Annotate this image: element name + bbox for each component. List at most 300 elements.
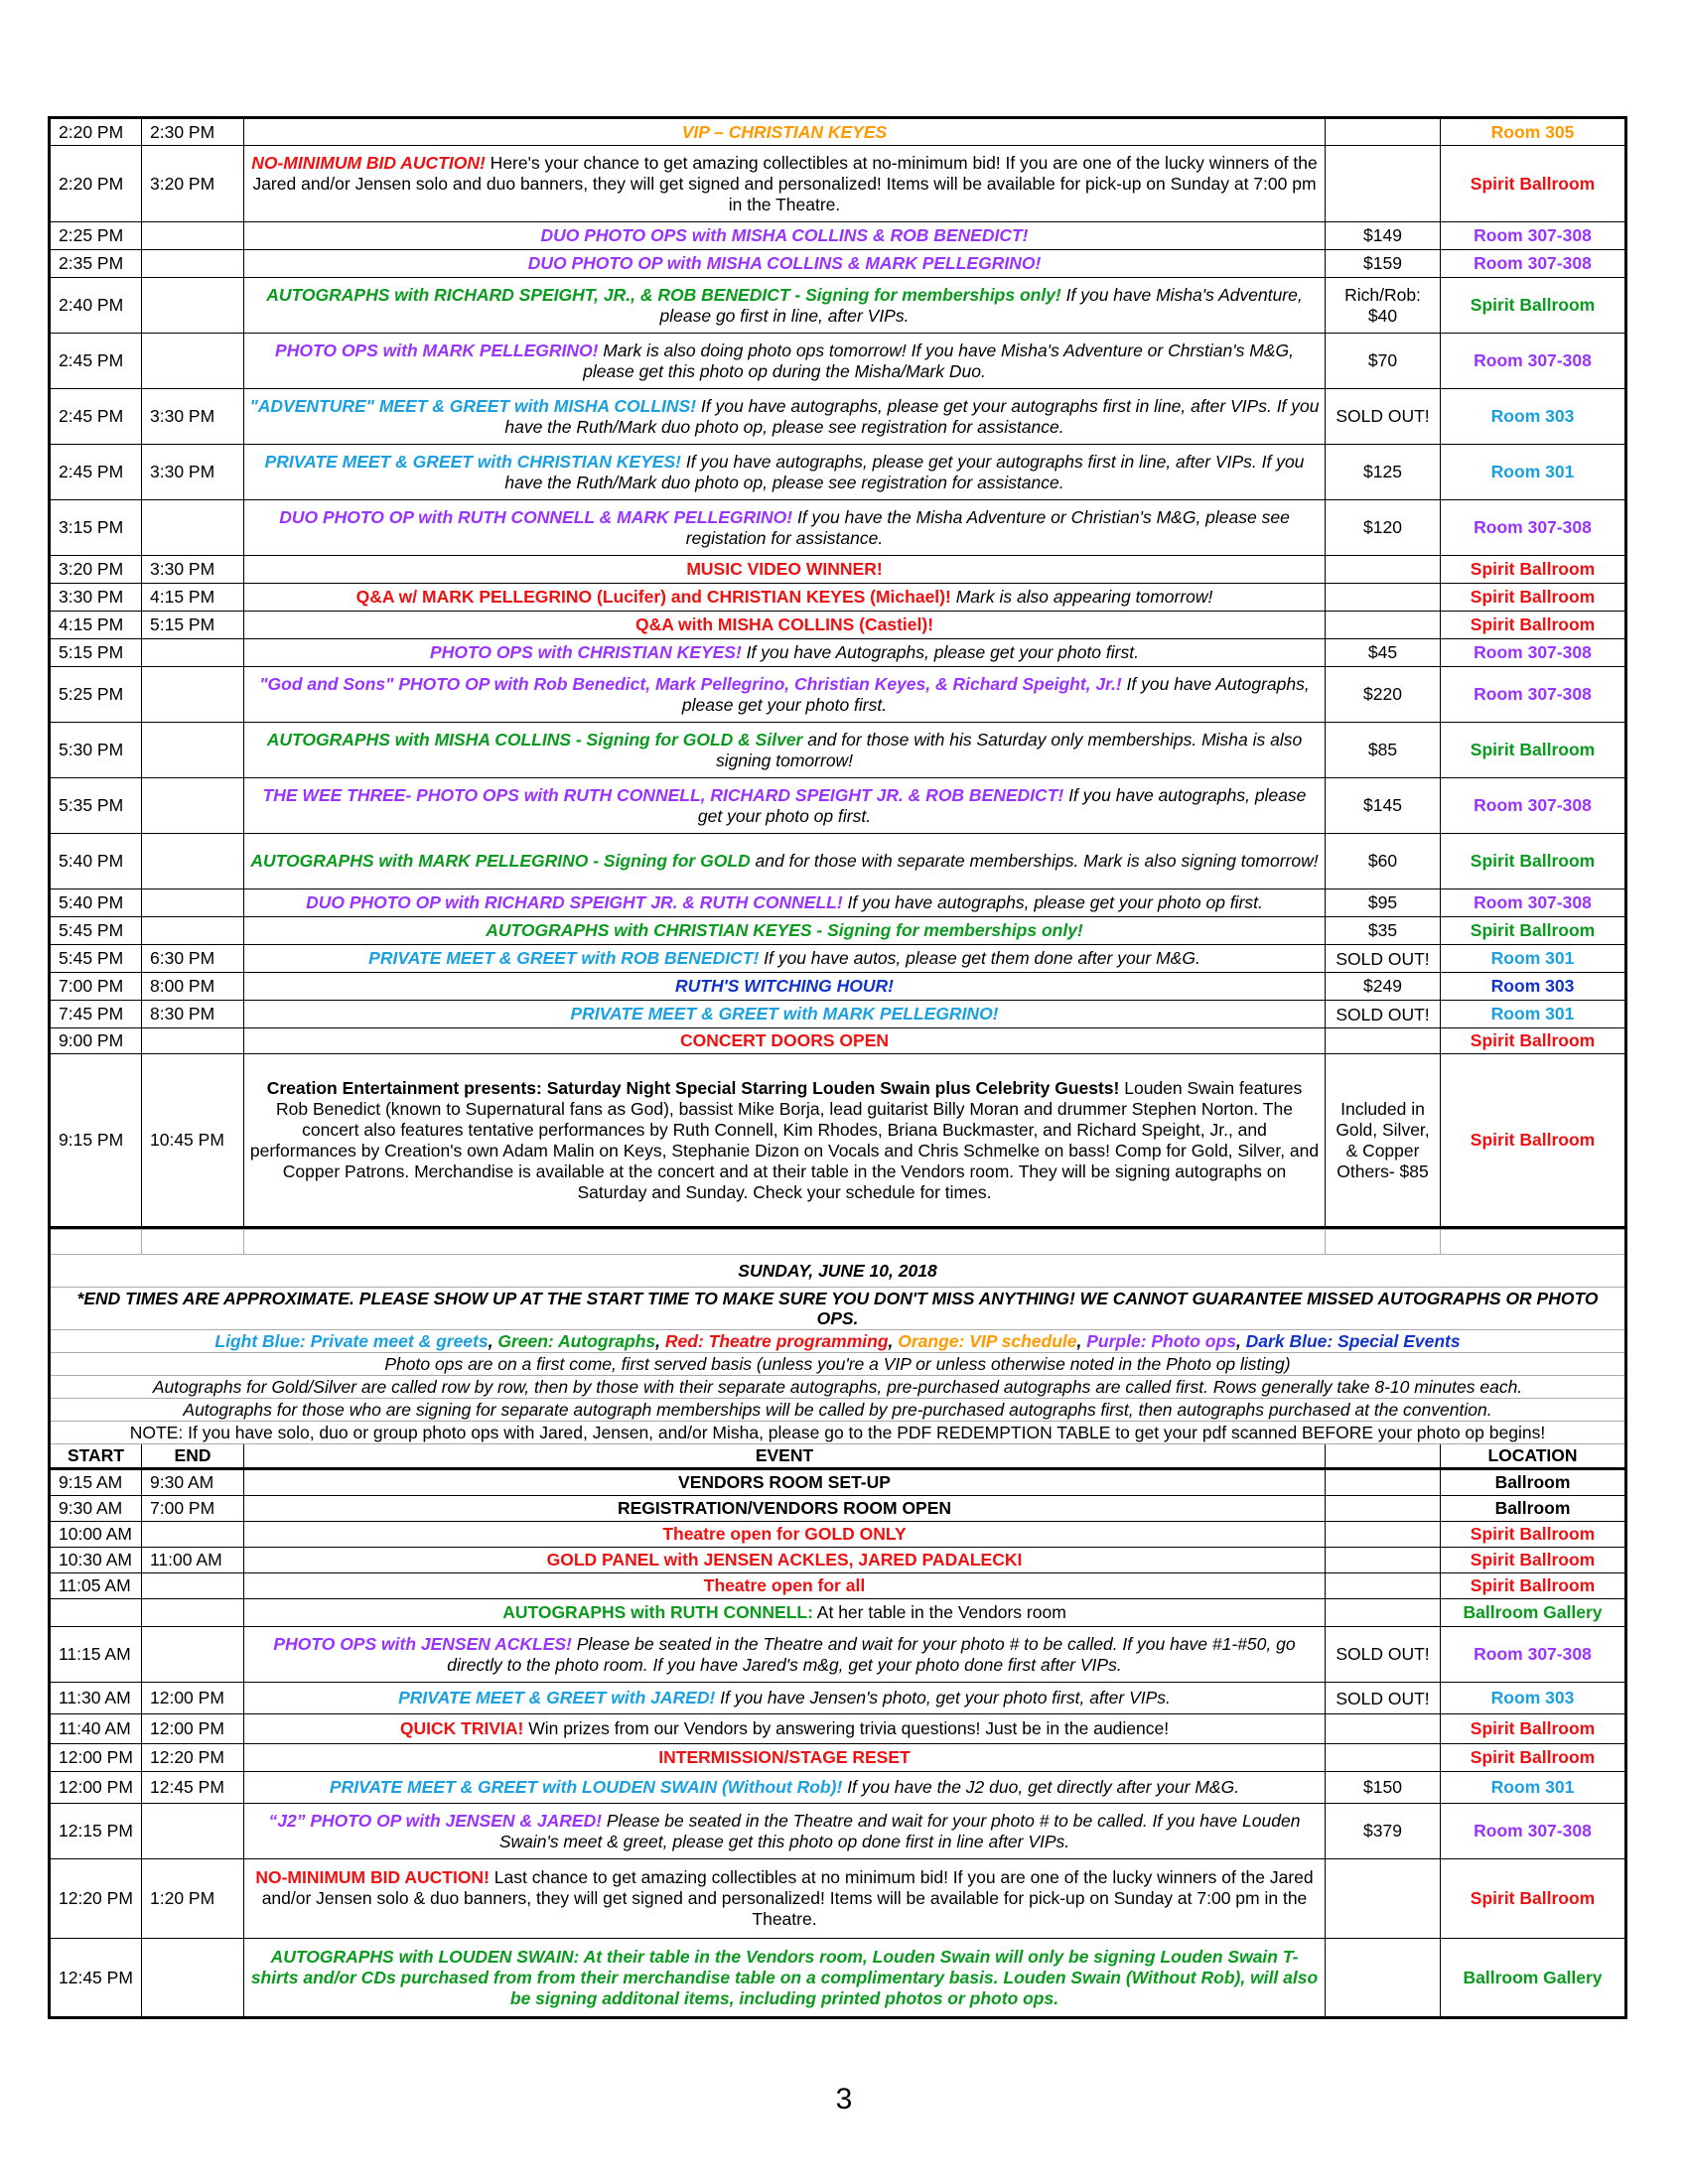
end-time xyxy=(142,639,244,667)
price: SOLD OUT! xyxy=(1326,1001,1441,1028)
event-title: “J2” PHOTO OP with JENSEN & JARED! xyxy=(268,1810,603,1831)
schedule-row xyxy=(50,1522,1626,1548)
schedule-row xyxy=(50,1496,1626,1522)
event-description xyxy=(244,1001,1326,1028)
event-description xyxy=(244,500,1326,556)
location: Room 303 xyxy=(1441,973,1626,1001)
location: Spirit Ballroom xyxy=(1441,1548,1626,1573)
event-details: If you have autographs, please get your photo op first. xyxy=(697,784,1307,826)
event-description xyxy=(244,1469,1326,1496)
location: Room 307-308 xyxy=(1441,1627,1626,1683)
location: Spirit Ballroom xyxy=(1441,1714,1626,1744)
saturday-schedule-table xyxy=(48,116,1627,1229)
event-description xyxy=(244,1599,1326,1627)
schedule-row xyxy=(50,222,1626,250)
location: Spirit Ballroom xyxy=(1441,146,1626,222)
price: $85 xyxy=(1326,723,1441,778)
col-start-header: START xyxy=(50,1444,142,1469)
note-photo-ops: Photo ops are on a first come, first served basis (unless you're a VIP or unless otherwise noted in the Photo op listing) xyxy=(50,1353,1626,1376)
end-time: 3:30 PM xyxy=(142,445,244,500)
event-title: PHOTO OPS with MARK PELLEGRINO! xyxy=(275,340,599,360)
event-title: "God and Sons" PHOTO OP with Rob Benedict, Mark Pellegrino, Christian Keyes, & Richard Speight, Jr.! xyxy=(259,673,1122,694)
event-title: DUO PHOTO OP with MISHA COLLINS & MARK PELLEGRINO! xyxy=(527,253,1042,273)
schedule-row xyxy=(50,146,1626,222)
location: Room 307-308 xyxy=(1441,1804,1626,1859)
event-title: QUICK TRIVIA! xyxy=(399,1718,524,1738)
event-description xyxy=(244,1627,1326,1683)
price: $220 xyxy=(1326,667,1441,723)
start-time: 12:00 PM xyxy=(50,1772,142,1804)
price xyxy=(1326,1939,1441,2018)
sunday-schedule-table xyxy=(48,1229,1627,2019)
price xyxy=(1326,1714,1441,1744)
price: $35 xyxy=(1326,917,1441,945)
end-time xyxy=(142,778,244,834)
price xyxy=(1326,1469,1441,1496)
note-autographs-gold: Autographs for Gold/Silver are called row by row, then by those with their separate autographs, pre-purchased autographs are called first. Rows generally take 8-10 minutes each. xyxy=(50,1376,1626,1399)
event-description xyxy=(244,1573,1326,1599)
col-location-header: LOCATION xyxy=(1441,1444,1626,1469)
end-time: 3:20 PM xyxy=(142,146,244,222)
start-time: 5:30 PM xyxy=(50,723,142,778)
end-time xyxy=(142,1573,244,1599)
event-details: If you have autographs, please get your photo op first. xyxy=(842,892,1263,912)
event-description xyxy=(244,584,1326,612)
start-time: 12:15 PM xyxy=(50,1804,142,1859)
start-time: 2:45 PM xyxy=(50,445,142,500)
end-time xyxy=(142,667,244,723)
price: SOLD OUT! xyxy=(1326,1627,1441,1683)
event-description xyxy=(244,778,1326,834)
event-title: CONCERT DOORS OPEN xyxy=(679,1030,890,1050)
event-description xyxy=(244,445,1326,500)
event-title: PRIVATE MEET & GREET with ROB BENEDICT! xyxy=(368,948,760,968)
schedule-row xyxy=(50,1772,1626,1804)
event-description xyxy=(244,917,1326,945)
event-description xyxy=(244,1714,1326,1744)
column-header-row xyxy=(50,1444,1626,1469)
start-time: 5:40 PM xyxy=(50,834,142,889)
start-time: 9:30 AM xyxy=(50,1496,142,1522)
end-time: 5:15 PM xyxy=(142,612,244,639)
legend-entry: Orange: VIP schedule xyxy=(898,1331,1077,1351)
event-title: DUO PHOTO OP with RUTH CONNELL & MARK PELLEGRINO! xyxy=(279,506,793,527)
start-time: 3:15 PM xyxy=(50,500,142,556)
location: Spirit Ballroom xyxy=(1441,1522,1626,1548)
schedule-row xyxy=(50,1573,1626,1599)
page-number: 3 xyxy=(835,2083,853,2116)
event-description xyxy=(244,1939,1326,2018)
start-time: 10:30 AM xyxy=(50,1548,142,1573)
event-title: NO-MINIMUM BID AUCTION! xyxy=(255,1867,490,1887)
event-title: DUO PHOTO OPS with MISHA COLLINS & ROB BENEDICT! xyxy=(540,225,1029,245)
schedule-row xyxy=(50,556,1626,584)
start-time xyxy=(50,1599,142,1627)
price xyxy=(1326,1522,1441,1548)
event-details: Last chance to get amazing collectibles at no minimum bid! If you are one of the lucky winners of the Jared and/or Jensen solo & duo banners, they will get signed and personalized! Items will be available for pick-up on Sunday at 7:00 pm in the Theatre. xyxy=(261,1867,1314,1929)
price: $120 xyxy=(1326,500,1441,556)
location: Room 307-308 xyxy=(1441,667,1626,723)
location: Spirit Ballroom xyxy=(1441,584,1626,612)
event-description xyxy=(244,1522,1326,1548)
start-time: 10:00 AM xyxy=(50,1522,142,1548)
location: Room 307-308 xyxy=(1441,889,1626,917)
event-details: If you have autos, please get them done after your M&G. xyxy=(759,948,1200,968)
event-title: REGISTRATION/VENDORS ROOM OPEN xyxy=(617,1498,952,1518)
price: $60 xyxy=(1326,834,1441,889)
location: Spirit Ballroom xyxy=(1441,834,1626,889)
event-description xyxy=(244,945,1326,973)
start-time: 5:45 PM xyxy=(50,917,142,945)
schedule-row xyxy=(50,389,1626,445)
end-time xyxy=(142,1599,244,1627)
col-end-header: END xyxy=(142,1444,244,1469)
event-title: Theatre open for all xyxy=(703,1575,866,1595)
location: Room 303 xyxy=(1441,1683,1626,1714)
end-time xyxy=(142,889,244,917)
end-time: 11:00 AM xyxy=(142,1548,244,1573)
price xyxy=(1326,1548,1441,1573)
schedule-row xyxy=(50,334,1626,389)
end-time xyxy=(142,222,244,250)
price: SOLD OUT! xyxy=(1326,1683,1441,1714)
location: Spirit Ballroom xyxy=(1441,556,1626,584)
start-time: 2:35 PM xyxy=(50,250,142,278)
schedule-row xyxy=(50,1469,1626,1496)
event-description xyxy=(244,1028,1326,1054)
location: Room 301 xyxy=(1441,1001,1626,1028)
schedule-row xyxy=(50,778,1626,834)
schedule-row xyxy=(50,1804,1626,1859)
location: Spirit Ballroom xyxy=(1441,1573,1626,1599)
event-description xyxy=(244,1683,1326,1714)
price xyxy=(1326,1859,1441,1939)
end-time xyxy=(142,917,244,945)
legend-entry: Red: Theatre programming xyxy=(664,1331,889,1351)
price: $159 xyxy=(1326,250,1441,278)
schedule-row xyxy=(50,1028,1626,1054)
schedule-row xyxy=(50,118,1626,146)
event-details: At her table in the Vendors room xyxy=(812,1602,1066,1622)
schedule-row xyxy=(50,1683,1626,1714)
event-description xyxy=(244,1772,1326,1804)
end-time xyxy=(142,834,244,889)
end-time xyxy=(142,500,244,556)
event-title: INTERMISSION/STAGE RESET xyxy=(658,1747,911,1767)
schedule-row xyxy=(50,834,1626,889)
price xyxy=(1326,612,1441,639)
price xyxy=(1326,1744,1441,1772)
event-title: VENDORS ROOM SET-UP xyxy=(678,1472,891,1492)
start-time: 2:20 PM xyxy=(50,118,142,146)
end-time: 4:15 PM xyxy=(142,584,244,612)
price xyxy=(1326,118,1441,146)
start-time: 11:15 AM xyxy=(50,1627,142,1683)
spacer-row xyxy=(50,1230,1626,1255)
price xyxy=(1326,584,1441,612)
event-title: AUTOGRAPHS with CHRISTIAN KEYES - Signing for memberships only! xyxy=(486,920,1083,940)
location: Spirit Ballroom xyxy=(1441,612,1626,639)
end-time: 9:30 AM xyxy=(142,1469,244,1496)
schedule-row xyxy=(50,1744,1626,1772)
schedule-row xyxy=(50,612,1626,639)
end-time: 8:00 PM xyxy=(142,973,244,1001)
event-title: PHOTO OPS with CHRISTIAN KEYES! xyxy=(430,642,742,662)
event-details: If you have Autographs, please get your photo first. xyxy=(741,642,1139,662)
event-title: AUTOGRAPHS with MARK PELLEGRINO - Signing for GOLD xyxy=(250,851,751,871)
event-title: AUTOGRAPHS with RICHARD SPEIGHT, JR., & ROB BENEDICT - Signing for memberships only! xyxy=(266,284,1061,305)
start-time: 7:00 PM xyxy=(50,973,142,1001)
location: Room 307-308 xyxy=(1441,500,1626,556)
event-title: "ADVENTURE" MEET & GREET with MISHA COLLINS! xyxy=(249,395,697,416)
price: Rich/Rob: $40 xyxy=(1326,278,1441,334)
price: SOLD OUT! xyxy=(1326,945,1441,973)
event-description xyxy=(244,612,1326,639)
event-details: and for those with separate memberships. Mark is also signing tomorrow! xyxy=(750,851,1319,871)
event-description xyxy=(244,146,1326,222)
price: SOLD OUT! xyxy=(1326,389,1441,445)
location: Spirit Ballroom xyxy=(1441,723,1626,778)
price xyxy=(1326,1028,1441,1054)
event-title: Creation Entertainment presents: Saturday Night Special Starring Louden Swain plus Celebrity Guests! xyxy=(266,1077,1120,1098)
price: $70 xyxy=(1326,334,1441,389)
start-time: 11:05 AM xyxy=(50,1573,142,1599)
event-details: If you have autographs, please get your autographs first in line, after VIPs. If you have the Ruth/Mark duo photo op, please see registration for assistance. xyxy=(504,451,1305,492)
end-time: 12:20 PM xyxy=(142,1744,244,1772)
event-details: If you have the J2 duo, get directly after your M&G. xyxy=(842,1777,1240,1797)
start-time: 2:45 PM xyxy=(50,389,142,445)
location: Ballroom Gallery xyxy=(1441,1599,1626,1627)
price: $125 xyxy=(1326,445,1441,500)
event-details: If you have Autographs, please get your photo first. xyxy=(681,673,1310,715)
start-time: 12:20 PM xyxy=(50,1859,142,1939)
start-time: 7:45 PM xyxy=(50,1001,142,1028)
event-details: and for those with his Saturday only memberships. Misha is also signing tomorrow! xyxy=(715,729,1303,770)
event-title: THE WEE THREE- PHOTO OPS with RUTH CONNELL, RICHARD SPEIGHT JR. & ROB BENEDICT! xyxy=(262,784,1064,805)
price: $149 xyxy=(1326,222,1441,250)
end-time: 2:30 PM xyxy=(142,118,244,146)
start-time: 3:30 PM xyxy=(50,584,142,612)
schedule-row xyxy=(50,1001,1626,1028)
event-description xyxy=(244,834,1326,889)
start-time: 11:30 AM xyxy=(50,1683,142,1714)
end-time: 1:20 PM xyxy=(142,1859,244,1939)
legend-entry: Green: Autographs xyxy=(497,1331,656,1351)
location: Room 307-308 xyxy=(1441,639,1626,667)
start-time: 5:25 PM xyxy=(50,667,142,723)
schedule-row xyxy=(50,667,1626,723)
event-title: NO-MINIMUM BID AUCTION! xyxy=(251,152,486,173)
event-description xyxy=(244,667,1326,723)
event-title: Q&A w/ MARK PELLEGRINO (Lucifer) and CHRISTIAN KEYES (Michael)! xyxy=(355,587,951,607)
start-time: 5:40 PM xyxy=(50,889,142,917)
schedule-row xyxy=(50,1714,1626,1744)
event-description xyxy=(244,556,1326,584)
start-time: 5:45 PM xyxy=(50,945,142,973)
day-title: SUNDAY, JUNE 10, 2018 xyxy=(50,1255,1626,1288)
event-title: AUTOGRAPHS with LOUDEN SWAIN: At their table in the Vendors room, Louden Swain will only be signing Louden Swain T-shirts and/or CDs purchased from from their merchandise table on a complimentary basis. Louden Swain (Without Rob), will also be signing additonal items, including printed photos or photo ops. xyxy=(250,1946,1319,2008)
end-time xyxy=(142,278,244,334)
end-time: 12:00 PM xyxy=(142,1714,244,1744)
event-title: PRIVATE MEET & GREET with LOUDEN SWAIN (Without Rob)! xyxy=(329,1777,843,1797)
schedule-row xyxy=(50,250,1626,278)
event-description xyxy=(244,1054,1326,1228)
start-time: 2:45 PM xyxy=(50,334,142,389)
event-details: If you have Jensen's photo, get your photo first, after VIPs. xyxy=(715,1688,1171,1707)
color-legend: Light Blue: Private meet & greets, Green: Autographs, Red: Theatre programming, Orange: VIP schedule, Purple: Photo ops, Dark Blue: Special Events xyxy=(50,1330,1626,1353)
price xyxy=(1326,1573,1441,1599)
schedule-row xyxy=(50,889,1626,917)
location: Spirit Ballroom xyxy=(1441,278,1626,334)
start-time: 9:15 PM xyxy=(50,1054,142,1228)
event-details: Louden Swain features Rob Benedict (known to Supernatural fans as God), bassist Mike Borja, lead guitarist Billy Moran and drummer Stephen Norton. The concert also features tentative performances by Ruth Connell, Kim Rhodes, Briana Buckmaster, and Richard Speight, Jr., and performances by Creation's own Adam Malin on Keys, Stephanie Dizon on Vocals and Chris Schmelke on bass! Comp for Gold, Silver, and Copper Patrons. Merchandise is available at the concert and at their table in the Vendors room. They will be signing autographs on Saturday and Sunday. Check your schedule for times. xyxy=(249,1077,1320,1202)
schedule-row xyxy=(50,639,1626,667)
event-details: If you have autographs, please get your autographs first in line, after VIPs. If you have the Ruth/Mark duo photo op, please see registration for assistance. xyxy=(504,395,1320,437)
event-description xyxy=(244,1548,1326,1573)
start-time: 12:00 PM xyxy=(50,1744,142,1772)
legend-entry: Light Blue: Private meet & greets xyxy=(214,1331,489,1351)
event-title: VIP – CHRISTIAN KEYES xyxy=(681,121,888,142)
start-time: 5:35 PM xyxy=(50,778,142,834)
event-description xyxy=(244,1859,1326,1939)
start-time: 2:25 PM xyxy=(50,222,142,250)
location: Room 301 xyxy=(1441,945,1626,973)
schedule-row xyxy=(50,973,1626,1001)
start-time: 2:40 PM xyxy=(50,278,142,334)
event-details: Please be seated in the Theatre and wait for your photo # to be called. If you have Louden Swain's meet & greet, please get this photo op done first in line after VIPs. xyxy=(498,1810,1301,1851)
event-description xyxy=(244,1804,1326,1859)
sunday-rows xyxy=(50,1469,1626,2018)
legend-entry: Purple: Photo ops xyxy=(1086,1331,1236,1351)
col-event-header: EVENT xyxy=(244,1444,1326,1469)
price: $249 xyxy=(1326,973,1441,1001)
disclaimer: *END TIMES ARE APPROXIMATE. PLEASE SHOW UP AT THE START TIME TO MAKE SURE YOU DON'T MISS ANYTHING! WE CANNOT GUARANTEE MISSED AUTOGRAPHS OR PHOTO OPS. xyxy=(50,1288,1626,1330)
price xyxy=(1326,556,1441,584)
event-title: GOLD PANEL with JENSEN ACKLES, JARED PADALECKI xyxy=(546,1550,1023,1570)
start-time: 9:00 PM xyxy=(50,1028,142,1054)
event-description xyxy=(244,250,1326,278)
event-title: PHOTO OPS with JENSEN ACKLES! xyxy=(273,1633,572,1654)
location: Room 307-308 xyxy=(1441,778,1626,834)
event-title: PRIVATE MEET & GREET with MARK PELLEGRINO! xyxy=(570,1004,999,1024)
end-time xyxy=(142,1522,244,1548)
event-title: MUSIC VIDEO WINNER! xyxy=(686,559,883,579)
event-description xyxy=(244,389,1326,445)
location: Ballroom Gallery xyxy=(1441,1939,1626,2018)
price: $150 xyxy=(1326,1772,1441,1804)
event-description xyxy=(244,973,1326,1001)
event-title: Theatre open for GOLD ONLY xyxy=(662,1524,907,1544)
location: Spirit Ballroom xyxy=(1441,1054,1626,1228)
schedule-page xyxy=(48,116,1624,2019)
schedule-row xyxy=(50,723,1626,778)
event-description xyxy=(244,334,1326,389)
price: $95 xyxy=(1326,889,1441,917)
event-description xyxy=(244,118,1326,146)
end-time: 10:45 PM xyxy=(142,1054,244,1228)
location: Room 307-308 xyxy=(1441,334,1626,389)
price xyxy=(1326,146,1441,222)
location: Ballroom xyxy=(1441,1496,1626,1522)
event-title: Q&A with MISHA COLLINS (Castiel)! xyxy=(634,614,934,634)
schedule-row xyxy=(50,445,1626,500)
end-time xyxy=(142,1028,244,1054)
event-details: If you have Misha's Adventure, please go first in line, after VIPs. xyxy=(659,284,1303,326)
event-description xyxy=(244,1744,1326,1772)
end-time: 3:30 PM xyxy=(142,389,244,445)
event-description xyxy=(244,278,1326,334)
end-time: 12:45 PM xyxy=(142,1772,244,1804)
schedule-row xyxy=(50,1054,1626,1228)
price xyxy=(1326,1599,1441,1627)
schedule-row xyxy=(50,1627,1626,1683)
end-time: 3:30 PM xyxy=(142,556,244,584)
end-time xyxy=(142,334,244,389)
price: $379 xyxy=(1326,1804,1441,1859)
event-description xyxy=(244,222,1326,250)
location: Spirit Ballroom xyxy=(1441,917,1626,945)
location: Spirit Ballroom xyxy=(1441,1028,1626,1054)
schedule-row xyxy=(50,278,1626,334)
event-details: Mark is also appearing tomorrow! xyxy=(950,587,1213,607)
price: $45 xyxy=(1326,639,1441,667)
price xyxy=(1326,1496,1441,1522)
end-time: 6:30 PM xyxy=(142,945,244,973)
start-time: 5:15 PM xyxy=(50,639,142,667)
schedule-row xyxy=(50,1859,1626,1939)
note-autographs-separate: Autographs for those who are signing for separate autograph memberships will be called by pre-purchased autographs first, then autographs purchased at the convention. xyxy=(50,1399,1626,1422)
schedule-row xyxy=(50,1599,1626,1627)
event-title: DUO PHOTO OP with RICHARD SPEIGHT JR. & RUTH CONNELL! xyxy=(306,892,843,912)
event-details: Mark is also doing photo ops tomorrow! If you have Misha's Adventure or Chrstian's M&G, please get this photo op during the Misha/Mark Duo. xyxy=(583,340,1294,381)
legend-entry: Dark Blue: Special Events xyxy=(1245,1331,1461,1351)
location: Room 301 xyxy=(1441,445,1626,500)
location: Room 305 xyxy=(1441,118,1626,146)
end-time: 7:00 PM xyxy=(142,1496,244,1522)
location: Room 307-308 xyxy=(1441,250,1626,278)
event-details: If you have the Misha Adventure or Christian's M&G, please see registation for assistance. xyxy=(685,506,1290,548)
end-time xyxy=(142,250,244,278)
event-title: AUTOGRAPHS with MISHA COLLINS - Signing for GOLD & Silver xyxy=(266,729,803,750)
location: Room 303 xyxy=(1441,389,1626,445)
note-pdf-redemption: NOTE: If you have solo, duo or group photo ops with Jared, Jensen, and/or Misha, please go to the PDF REDEMPTION TABLE to get your pdf scanned BEFORE your photo op begins! xyxy=(50,1422,1626,1444)
schedule-row xyxy=(50,1939,1626,2018)
schedule-row xyxy=(50,500,1626,556)
schedule-row xyxy=(50,917,1626,945)
start-time: 3:20 PM xyxy=(50,556,142,584)
col-price-header xyxy=(1326,1444,1441,1469)
location: Spirit Ballroom xyxy=(1441,1744,1626,1772)
start-time: 11:40 AM xyxy=(50,1714,142,1744)
start-time: 9:15 AM xyxy=(50,1469,142,1496)
schedule-row xyxy=(50,945,1626,973)
event-description xyxy=(244,723,1326,778)
end-time xyxy=(142,723,244,778)
start-time: 12:45 PM xyxy=(50,1939,142,2018)
end-time: 8:30 PM xyxy=(142,1001,244,1028)
event-description xyxy=(244,1496,1326,1522)
schedule-row xyxy=(50,584,1626,612)
location: Room 301 xyxy=(1441,1772,1626,1804)
event-title: RUTH'S WITCHING HOUR! xyxy=(675,976,894,996)
price: Included in Gold, Silver, & Copper Others- $85 xyxy=(1326,1054,1441,1228)
location: Spirit Ballroom xyxy=(1441,1859,1626,1939)
start-time: 2:20 PM xyxy=(50,146,142,222)
end-time: 12:00 PM xyxy=(142,1683,244,1714)
saturday-rows xyxy=(50,118,1626,1228)
end-time xyxy=(142,1627,244,1683)
schedule-row xyxy=(50,1548,1626,1573)
